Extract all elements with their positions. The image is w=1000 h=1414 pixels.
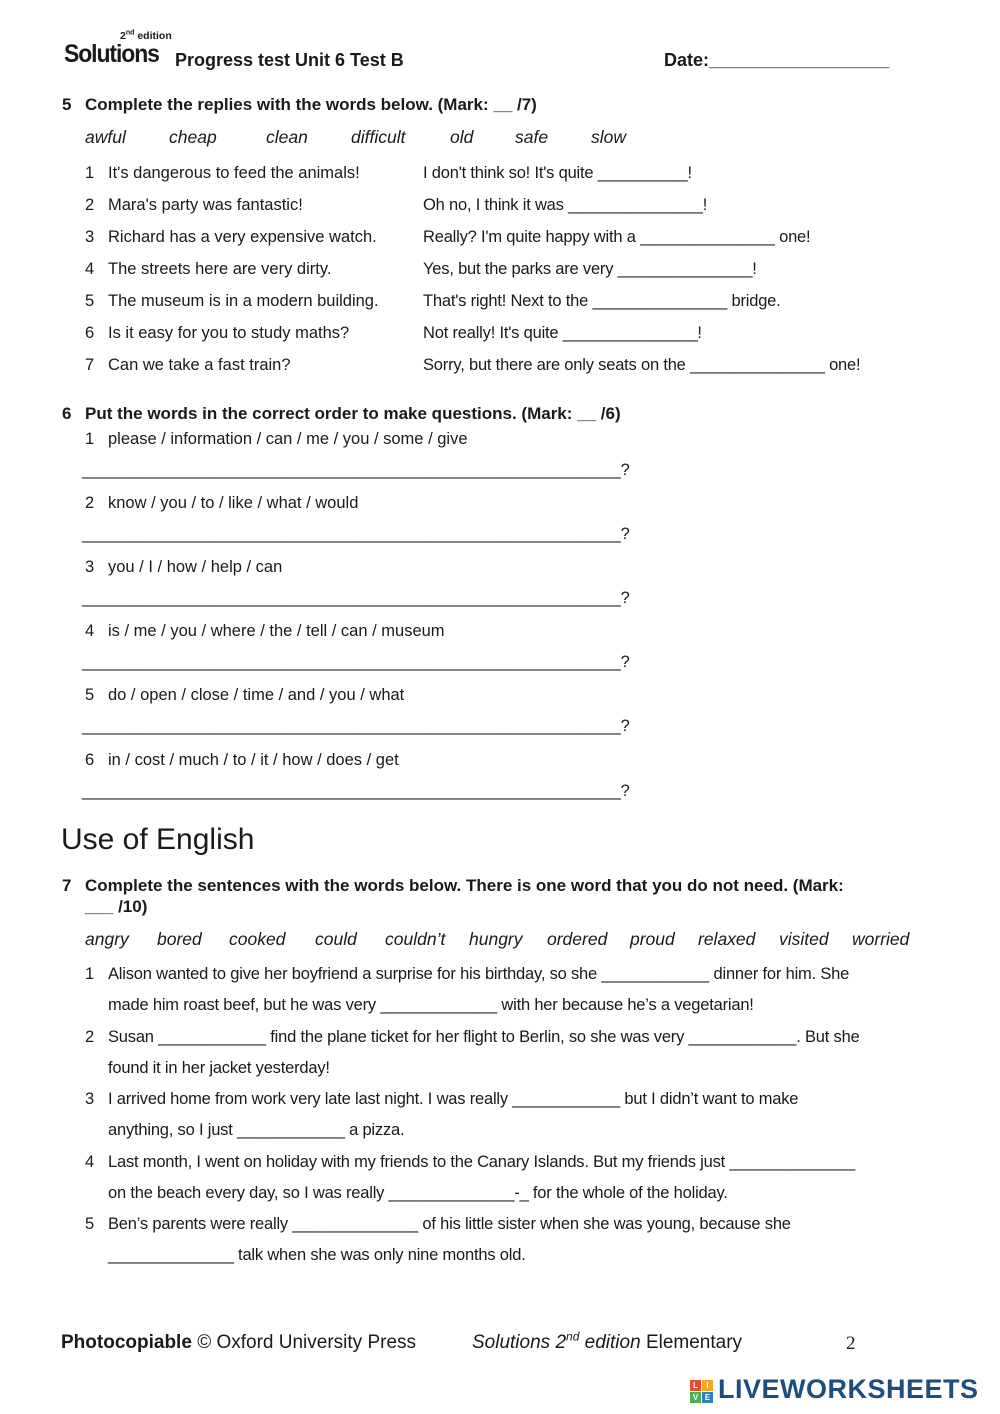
solutions-logo — [64, 28, 172, 68]
footer-photocopiable: Photocopiable — [61, 1332, 192, 1353]
ex7-instruction-mark: ___ /10) — [85, 897, 148, 916]
ex6-item-number: 4 — [85, 622, 95, 640]
ex5-word: slow — [591, 127, 627, 147]
ex7-word: bored — [157, 929, 202, 949]
ex5-item-number: 7 — [85, 356, 95, 374]
ex7-word: worried — [852, 929, 910, 949]
ex5-word: cheap — [169, 127, 217, 147]
ex5-word: old — [450, 127, 474, 147]
ex6-answer-line[interactable]: ____________________________________________________________? — [82, 653, 630, 671]
ex7-item-line[interactable]: anything, so I just ____________ a pizza. — [108, 1121, 405, 1139]
ex6-item-prompt: in / cost / much / to / it / how / does / get — [108, 751, 399, 769]
ex5-word: safe — [515, 127, 549, 147]
ex6-item-prompt: is / me / you / where / the / tell / can / museum — [108, 622, 445, 640]
ex7-number: 7 — [62, 876, 72, 895]
ex7-item-line[interactable]: I arrived home from work very late last night. I was really ____________ but I didn’t want to make — [108, 1090, 799, 1108]
ex6-item-prompt: know / you / to / like / what / would — [108, 494, 359, 512]
ex5-item-reply[interactable]: Yes, but the parks are very _______________! — [423, 260, 757, 278]
ex5-item-reply[interactable]: Not really! It's quite _______________! — [423, 324, 702, 342]
ex6-item-number: 5 — [85, 686, 95, 704]
liveworksheets-watermark[interactable] — [690, 1374, 990, 1408]
ex5-item-statement: Is it easy for you to study maths? — [108, 324, 350, 342]
logo-brand: Solutions — [64, 40, 159, 68]
ex6-answer-line[interactable]: ____________________________________________________________? — [82, 589, 630, 607]
ex5-item-number: 2 — [85, 196, 95, 214]
page-number: 2 — [846, 1333, 856, 1354]
ex7-item-line[interactable]: Susan ____________ find the plane ticket for her flight to Berlin, so she was very ____________. But she — [108, 1028, 860, 1046]
ex7-instruction: Complete the sentences with the words below. There is one word that you do not need. (Mark: — [85, 876, 844, 895]
ex6-item-number: 1 — [85, 430, 95, 448]
footer-book-sup: nd — [566, 1329, 580, 1344]
liveworksheets-logo-icon — [690, 1380, 714, 1404]
ex7-item-number: 5 — [85, 1215, 95, 1233]
ex7-word: couldn’t — [385, 929, 446, 949]
ex7-word: visited — [779, 929, 829, 949]
logo-tile: I — [702, 1380, 713, 1391]
logo-edition: 2nd edition — [120, 29, 172, 42]
ex7-word: hungry — [469, 929, 523, 949]
ex7-item-line[interactable]: Alison wanted to give her boyfriend a surprise for his birthday, so she ____________ dinner for him. She — [108, 965, 850, 983]
ex5-word: awful — [85, 127, 126, 147]
ex7-word: proud — [630, 929, 675, 949]
ex5-item-statement: The streets here are very dirty. — [108, 260, 332, 278]
logo-tile: V — [690, 1392, 701, 1403]
ex5-item-reply[interactable]: Oh no, I think it was _______________! — [423, 196, 708, 214]
ex5-item-number: 1 — [85, 164, 95, 182]
footer-book-mid: edition — [579, 1332, 641, 1353]
date-field[interactable]: Date:__________________ — [664, 50, 890, 70]
ex7-word: angry — [85, 929, 129, 949]
ex5-word: difficult — [351, 127, 406, 147]
ex7-item-number: 1 — [85, 965, 95, 983]
ex7-item-line[interactable]: on the beach every day, so I was really ______________-_ for the whole of the holiday. — [108, 1184, 728, 1202]
ex6-answer-line[interactable]: ____________________________________________________________? — [82, 717, 630, 735]
ex5-item-statement: It's dangerous to feed the animals! — [108, 164, 360, 182]
ex5-item-statement: Can we take a fast train? — [108, 356, 291, 374]
ex5-word: clean — [266, 127, 308, 147]
ex6-answer-line[interactable]: ____________________________________________________________? — [82, 461, 630, 479]
ex5-item-number: 3 — [85, 228, 95, 246]
ex6-number: 6 — [62, 404, 72, 423]
ex7-item-line[interactable]: ______________ talk when she was only nine months old. — [108, 1246, 526, 1264]
ex7-item-number: 4 — [85, 1153, 95, 1171]
ex5-item-statement: Richard has a very expensive watch. — [108, 228, 377, 246]
liveworksheets-text: LIVEWORKSHEETS — [718, 1374, 979, 1404]
footer-publisher: © Oxford University Press — [197, 1332, 417, 1353]
ex5-item-number: 6 — [85, 324, 95, 342]
footer-book-prefix: Solutions 2 — [472, 1332, 567, 1353]
ex7-item-line[interactable]: made him roast beef, but he was very _____________ with her because he’s a vegetarian! — [108, 996, 754, 1014]
footer-book — [472, 1329, 743, 1354]
ex6-item-prompt: please / information / can / me / you / some / give — [108, 430, 468, 448]
logo-tile: E — [702, 1392, 713, 1403]
ex5-item-statement: The museum is in a modern building. — [108, 292, 379, 310]
ex7-word: relaxed — [698, 929, 756, 949]
ex7-word: ordered — [547, 929, 608, 949]
ex5-number: 5 — [62, 95, 72, 114]
ex6-item-number: 3 — [85, 558, 95, 576]
ex6-item-number: 6 — [85, 751, 95, 769]
ex7-item-line[interactable]: found it in her jacket yesterday! — [108, 1059, 330, 1077]
ex6-answer-line[interactable]: ____________________________________________________________? — [82, 525, 630, 543]
ex5-item-number: 5 — [85, 292, 95, 310]
ex6-answer-line[interactable]: ____________________________________________________________? — [82, 782, 630, 800]
ex7-word: cooked — [229, 929, 286, 949]
footer-credit — [61, 1332, 416, 1354]
test-title: Progress test Unit 6 Test B — [175, 50, 404, 70]
ex5-item-reply[interactable]: Really? I'm quite happy with a _______________ one! — [423, 228, 811, 246]
ex5-item-statement: Mara's party was fantastic! — [108, 196, 303, 214]
ex7-item-line[interactable]: Ben’s parents were really ______________ of his little sister when she was young, because she — [108, 1215, 791, 1233]
ex5-item-reply[interactable]: That's right! Next to the _______________ bridge. — [423, 292, 781, 310]
ex7-item-number: 2 — [85, 1028, 95, 1046]
ex7-word: could — [315, 929, 357, 949]
ex7-item-line[interactable]: Last month, I went on holiday with my friends to the Canary Islands. But my friends just ______________ — [108, 1153, 856, 1171]
ex6-item-prompt: you / I / how / help / can — [108, 558, 283, 576]
logo-tile: L — [690, 1380, 701, 1391]
ex5-item-reply[interactable]: I don't think so! It's quite __________! — [423, 164, 692, 182]
ex5-item-number: 4 — [85, 260, 95, 278]
ex5-instruction: Complete the replies with the words below. (Mark: __ /7) — [85, 95, 537, 114]
footer-book-suffix: Elementary — [645, 1332, 743, 1353]
ex6-instruction: Put the words in the correct order to make questions. (Mark: __ /6) — [85, 404, 621, 423]
ex7-item-number: 3 — [85, 1090, 95, 1108]
section-title: Use of English — [61, 823, 255, 856]
ex6-item-prompt: do / open / close / time / and / you / what — [108, 686, 405, 704]
ex5-item-reply[interactable]: Sorry, but there are only seats on the _______________ one! — [423, 356, 861, 374]
ex6-item-number: 2 — [85, 494, 95, 512]
